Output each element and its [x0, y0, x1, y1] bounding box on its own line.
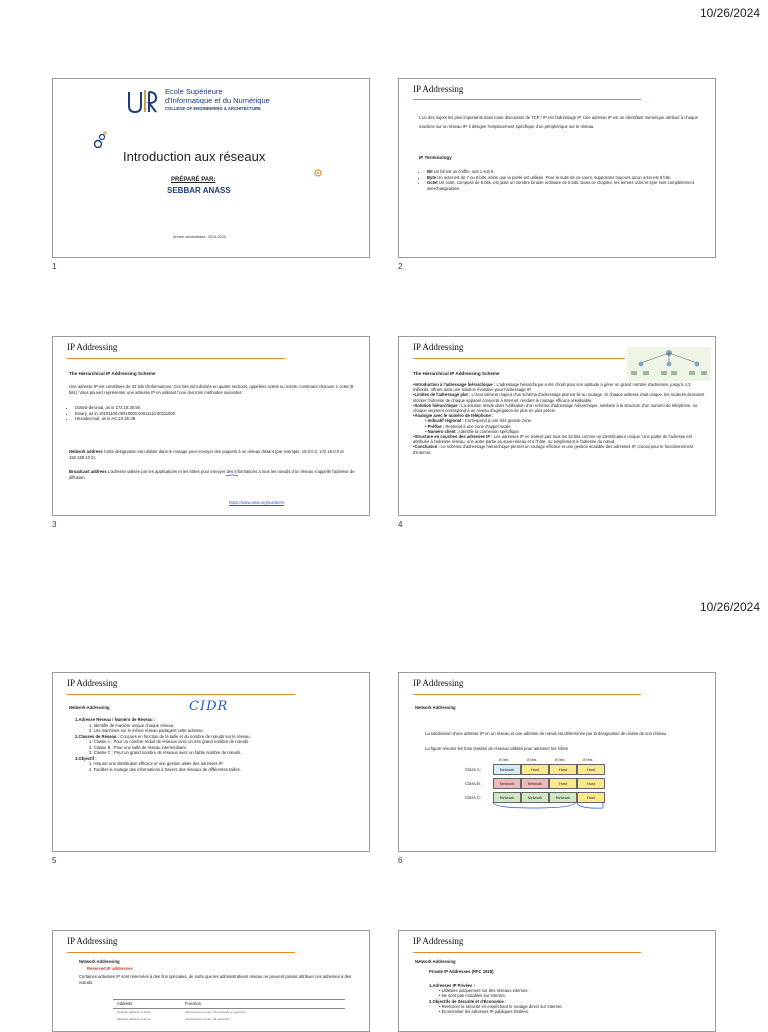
section-heading: The Hierarchical IP Addressing Scheme [413, 371, 500, 376]
cell-host: Host [577, 778, 605, 789]
list-item: • Numéro client : Identifie la connexion spécifique. [425, 428, 520, 434]
list-item: 1.Adresses IP Privées : [429, 983, 476, 988]
title-underline [67, 358, 285, 359]
school-name-line1: Ecole Supérieure [165, 87, 223, 96]
list-item: •Structure en couches des adresses IP : Les adresses IP ne traitent pas tous les 32 bits comme un identificateur unique. Une partie de l'adresse est attribuée à l'adresse réseau, une autre partie au sous-réseau et à l'hôte, ou simplement à l'adresse du nœud. [413, 434, 692, 445]
slide-title: IP Addressing [413, 342, 464, 352]
cell-network: Network [549, 792, 577, 803]
row-label-class-b: Class B: [465, 781, 481, 786]
list-item: 2. Les machines sur le même réseau partagent cette adresse. [89, 728, 204, 733]
cell-network: Network [521, 792, 549, 803]
list-item: 1. Identifie de manière unique chaque réseau. [89, 722, 175, 728]
reserved-address-table [113, 999, 345, 1023]
network-hierarchy-diagram-icon [627, 347, 711, 381]
list-item: •Conclusion : Le schéma d'adressage hiérarchique permet un routage efficace et une gestion scalable des adresses IP, crucial pour le fonctionnement d'Internet. [413, 444, 694, 455]
intro-paragraph: La subdivision d'une adresse IP en un réseau et une adresse de nœud est déterminée par la désignation de classe de son réseau. [425, 731, 668, 736]
title-underline [413, 358, 625, 359]
column-header: 8 bits [583, 757, 593, 762]
slide-8-thumbnail[interactable] [398, 930, 716, 1032]
cell-host: Host [549, 778, 577, 789]
school-name-line3: COLLEGE OF ENGINEERING & ARCHITECTURE [165, 106, 261, 111]
list-item: 1. Classe A : Pour un nombre réduit de réseaux avec un très grand nombre de nœuds. [89, 739, 250, 744]
prepared-by-label: PRÉPARÉ PAR: [171, 177, 216, 183]
page-number: 6 [398, 856, 403, 865]
section-subheading: Reserved IP addresses [87, 966, 133, 971]
cell-host: Host [577, 792, 605, 803]
slide-title: IP Addressing [413, 936, 464, 946]
column-header: 8 bits [555, 757, 565, 762]
table-row: Network address of all 1s Interpreted to mean "all networks." [117, 1017, 231, 1021]
list-item: 2.Classes de Réseau : Conçues en fonction de la taille et du nombre de nœuds sur le réseau. [75, 733, 251, 739]
academic-year: Année universitaire: 2024-2025 [173, 235, 226, 239]
slide-1-thumbnail[interactable] [52, 78, 370, 258]
school-name-line2: d'Informatique et du Numérique [165, 96, 270, 105]
list-item: 1. Assurer une distribution efficace et une gestion aisée des adresses IP. [89, 761, 224, 766]
cell-host: Host [549, 764, 577, 775]
section-heading: Network Addressing [415, 705, 456, 710]
list-item: • Hexadecimal, as in AC.10.1E.38 [75, 416, 359, 422]
list-item: 3.Objectif : [75, 755, 97, 761]
title-underline [67, 694, 295, 695]
hierarchy-explanation [413, 382, 705, 455]
list-item: • Ne sont pas routables sur Internet. [439, 993, 506, 999]
column-header: Address [117, 1001, 133, 1006]
list-item: 2. Faciliter le routage des informations à travers des réseaux de différentes tailles. [89, 766, 241, 772]
page-number: 2 [398, 262, 403, 271]
cell-host: Host [521, 764, 549, 775]
page-number: 1 [52, 262, 57, 271]
title-underline [413, 952, 641, 953]
cell-host: Host [577, 764, 605, 775]
print-date: 10/26/2024 [699, 600, 760, 614]
slide-6-thumbnail[interactable] [398, 672, 716, 852]
terminology-list [421, 169, 705, 191]
author-name: SEBBAR ANASS [167, 186, 231, 195]
list-item: • Octet Un octet, composé de 8 bits, est juste un nombre binaire ordinaire de 8 bits. Dans ce chapitre, les termes octet et byte sont complètement interchangeables. [427, 180, 705, 191]
slide-title: IP Addressing [413, 84, 464, 94]
slide-title: IP Addressing [413, 678, 464, 688]
private-address-list [429, 983, 699, 1014]
cell-network: Network [493, 778, 521, 789]
list-item: 3. Classe C : Pour un grand nombre de réseaux avec un faible nombre de nœuds. [89, 750, 242, 755]
list-item: • Bit Un bit est un chiffre, soit 1 soit 0. [427, 169, 705, 175]
slide-5-thumbnail[interactable] [52, 672, 370, 852]
section-heading: The Hierarchical IP Addressing Scheme [69, 371, 156, 376]
list-item: 2.Objectifs de Sécurité et d'Économie : [429, 998, 507, 1004]
title-underline [413, 694, 641, 695]
list-item: • Renforcer la sécurité en empêchant le routage direct sur Internet. [439, 1003, 563, 1009]
slide-7-thumbnail[interactable] [52, 930, 370, 1032]
list-item: • Binary, as in 10101100.00010000.00011110.00111000 [75, 411, 359, 417]
phone-parts [413, 418, 705, 434]
address-class-table [463, 757, 643, 827]
column-header: 8 bits [499, 757, 509, 762]
list-item: • Économiser les adresses IP publiques limitées. [439, 1009, 530, 1015]
list-item: 1.Adresse Réseau / Numéro de Réseau : [75, 717, 156, 722]
section-subheading: Private IP Addresses (RFC 1918) [429, 969, 494, 974]
page-number: 4 [398, 520, 403, 529]
table-row: Network address of all 0s Interpreted to mean "this network or segment." [117, 1010, 247, 1014]
decorative-circles-icon [93, 131, 107, 149]
intro-paragraph: Une adresse IP est constituée de 32 bits d'informations. Ces bits sont divisés en quatre sections, appelées octets ou octets, contenant chacune 1 octet (8 bits). Vous pouvez représenter une adresse IP en utilisant l'une des trois méthodes suivantes: [69, 384, 354, 395]
column-header: 8 bits [527, 757, 537, 762]
cell-network: Network [493, 764, 521, 775]
list-item: • Byte Un octet est de 7 ou 8 bits, selon que la parité est utilisée. Pour la suite de ce cours, supposons toujours qu'un octet est 8 bits. [427, 175, 705, 181]
slide-3-thumbnail[interactable] [52, 336, 370, 516]
uir-logo-icon [125, 86, 157, 114]
notation-list [69, 405, 359, 422]
list-item: • Utilisées uniquement sur des réseaux internes. [439, 988, 529, 994]
broadcast-address-definition: Broadcast address L'adresse utilisée par les applications et les hôtes pour envoyer des informations à tous les nœuds d'un réseau s'appelle l'adresse de diffusion. [69, 469, 355, 480]
section-heading: Network Addressing [415, 959, 456, 964]
column-header: Function [185, 1001, 202, 1006]
terminology-heading: IP Terminology [419, 155, 452, 160]
list-item: • Dotted-decimal, as in 172.16.30.56 [75, 405, 359, 411]
row-label-class-a: Class A: [465, 767, 481, 772]
cell-network: Network [493, 792, 521, 803]
title-underline [67, 952, 295, 953]
presentation-title: Introduction aux réseaux [123, 149, 266, 164]
row-label-class-c: Class C: [465, 795, 482, 800]
slide-title: IP Addressing [67, 936, 118, 946]
page-number: 5 [52, 856, 57, 865]
handwritten-bracket-icon [491, 801, 607, 811]
slide-2-thumbnail[interactable] [398, 78, 716, 258]
decorative-gear-icon [313, 168, 323, 178]
slide-title: IP Addressing [67, 678, 118, 688]
figure-caption: La figure résume les trois classes de réseaux utilisés pour adresser les hôtes [425, 746, 568, 751]
network-addressing-list [75, 717, 359, 772]
print-date: 10/26/2024 [699, 6, 760, 20]
section-heading: Network Addressing [69, 705, 110, 710]
iana-link[interactable]: https://www.iana.org/numbers [229, 500, 285, 505]
handwritten-underline-icon [225, 474, 239, 478]
section-heading: Network Addressing [79, 959, 120, 964]
list-item: •Introduction à l'adressage hiérarchique : L'adressage hiérarchique a été choisi pour son aptitude à gérer un grand nombre d'adresses, jusqu'à 4,3 milliards, offrant ainsi une solution évolutive pour l'adressage IP. [413, 382, 691, 393]
list-item: •Analogie avec le numéro de téléphone : [413, 413, 494, 419]
intro-paragraph: L'un des sujets les plus importants dans toute discussion de TCP / IP est l'adressage IP. Une adresse IP est un identifiant numérique attribué à chaque machine sur un réseau IP. Il désigne l'emplacement spécifique d'un périphérique sur le réseau. [419, 115, 698, 129]
list-item: • Indicatif régional : Correspond à une très grande zone. [425, 418, 533, 424]
slide-4-thumbnail[interactable] [398, 336, 716, 516]
network-address-definition: Network address Cette désignation est utilisée dans le routage pour envoyer des paquets à un réseau distant (par exemple, 10.0.0.0, 172.16.0.0 et 192.168.10.0). [69, 449, 344, 460]
title-underline [413, 99, 641, 100]
page-number: 3 [52, 520, 57, 529]
slide-title: IP Addressing [67, 342, 118, 352]
handwritten-annotation: CIDR [189, 699, 229, 714]
cell-network: Network [521, 778, 549, 789]
intro-paragraph: Certaines adresses IP sont réservées à des fins spéciales, de sorte que les administrateurs réseau ne peuvent jamais attribuer ces adresses à des nœuds. [79, 974, 352, 985]
list-item: •Solution hiérarchique : La solution réside dans l'utilisation d'un schéma d'adressage hiérarchique, similaire à la structure d'un numéro de téléphone, où chaque segment correspond à un niveau d'agrégation de plus en plus précis. [413, 402, 698, 414]
list-item: •Limites de l'adressage plat : L'inconvénient majeur d'un schéma d'adressage plat est lié au routage. Si chaque adresse était unique, les routeurs devraient stocker l'adresse de chaque appareil connecté à Internet, rendant le routage efficace irréalisable. [413, 392, 705, 403]
list-item: • Préfixe : Restreint à une zone d'appel locale. [425, 423, 512, 429]
list-item: 2. Classe B : Pour une taille de réseau intermédiaire. [89, 744, 187, 750]
